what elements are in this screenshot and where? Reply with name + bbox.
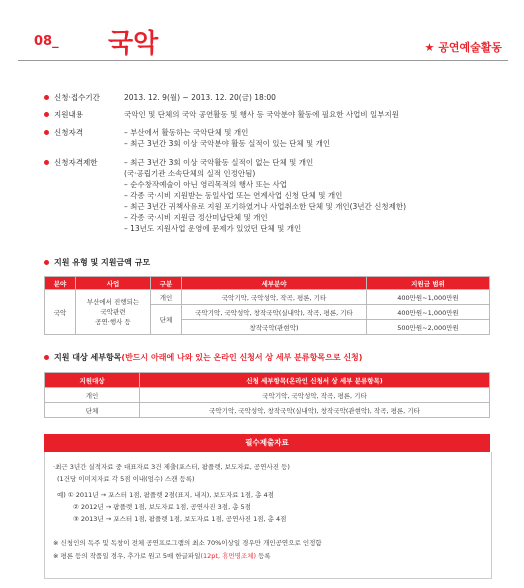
info-value: 국악인 및 단체의 국악 공연활동 및 행사 등 국악분야 활동에 필요한 사업비 일부지원: [124, 110, 399, 119]
type-cell: 개인: [151, 290, 182, 305]
bullet-icon: [44, 160, 49, 165]
info-value: – 최근 3년간 3회 이상 국악활동 실적이 없는 단체 및 개인 (국·공립기관 소속단체의 실적 인정안됨) – 순수창작예술이 아닌 영리목적의 행사 또는 사업 – 각종 국·시비 지원받는 동일사업 또는 연계사업 신청 단체 및 개인 – 최근 3년간 귀책사유로 지원 포기하였거나 사업취소한 단체 및 개인(3년간 신청제한) – 각종 국·시비 지원금 정산미납단체 및 개인 – 13년도 지원사업 운영에 문제가 있었던 단체 및 개인: [124, 158, 407, 233]
info-value: 2013. 12. 9(월) ~ 2013. 12. 20(금) 18:00: [124, 93, 276, 102]
required-line: (1건당 이미지자료 각 5점 이내(엄수) 스캔 등록): [57, 475, 195, 483]
target-cell: 단체: [45, 403, 140, 418]
info-label: 신청자격제한: [54, 158, 98, 167]
support-amount-table: 분야 사업 구분 세부분야 지원금 범위 국악 부산에서 진행되는 국악관련 공연·행사 등 개인 국악기악, 국악성악, 작곡, 평론, 기타 400만원~1,000만원 단체 국악기악, 국악성악, 창작국악(실내악), 작곡, 평론, 기타 400만원~1,000만원 창작국악(관현악) 500만원~2,000만원: [44, 276, 490, 335]
info-value: – 부산에서 활동하는 국악단체 및 개인 – 최근 3년간 3회 이상 국악분야 활동 실적이 있는 단체 및 개인: [124, 128, 331, 148]
info-label: 신청·접수기간: [54, 93, 100, 102]
detail-cell: 국악기악, 국악성악, 작곡, 평론, 기타: [182, 290, 367, 305]
header-divider: [18, 60, 508, 61]
info-label: 지원내용: [54, 110, 83, 119]
page-header: [18, 14, 508, 58]
example-line: 예) ① 2011년 → 포스터 1점, 팜플렛 2점(표지, 내지), 보도자료 1점, 총 4점: [57, 491, 274, 499]
items-cell: 국악기악, 국악성악, 창작국악(실내악), 창작국악(관현악), 작곡, 평론, 기타: [140, 403, 490, 418]
section-support-items: 지원 대상 세부항목(반드시 아래에 나와 있는 온라인 신청서 상 세부 분류항목으로 신청): [44, 352, 362, 363]
note-line: ※ 평론 등의 작품일 경우, 추가로 원고 5매 한글파일(12pt, 휴먼명조체) 등록: [53, 552, 271, 560]
business-cell: 부산에서 진행되는 국악관련 공연·행사 등: [76, 290, 151, 335]
range-cell: 500만원~2,000만원: [367, 320, 490, 335]
example-line: ② 2012년 → 팜플렛 1점, 보도자료 1점, 공연사진 3점, 총 5점: [73, 503, 251, 511]
bullet-icon: [44, 260, 49, 265]
type-cell: 단체: [151, 305, 182, 335]
bullet-icon: [44, 130, 49, 135]
range-cell: 400만원~1,000만원: [367, 305, 490, 320]
bullet-icon: [44, 355, 49, 360]
field-cell: 국악: [45, 290, 76, 335]
items-cell: 국악기악, 국악성악, 작곡, 평론, 기타: [140, 388, 490, 403]
detail-cell: 국악기악, 국악성악, 창작국악(실내악), 작곡, 평론, 기타: [182, 305, 367, 320]
bullet-icon: [44, 95, 49, 100]
target-cell: 개인: [45, 388, 140, 403]
page-title: 국악: [108, 29, 159, 59]
section-support-types: 지원 유형 및 지원금액 규모: [44, 257, 150, 268]
required-docs-box: [44, 452, 492, 579]
required-docs-header: 필수제출자료: [44, 434, 490, 452]
category-label: ★ 공연예술활동: [424, 41, 502, 54]
note-line: ※ 신청인의 독주 및 독창이 전체 공연프로그램의 최소 70%이상일 경우만 개인공연으로 인정함: [53, 539, 322, 547]
range-cell: 400만원~1,000만원: [367, 290, 490, 305]
detail-cell: 창작국악(관현악): [182, 320, 367, 335]
info-label: 신청자격: [54, 128, 83, 137]
bullet-icon: [44, 112, 49, 117]
support-items-table: 지원대상 신청 세부항목(온라인 신청서 상 세부 분류항목) 개인 국악기악, 국악성악, 작곡, 평론, 기타 단체 국악기악, 국악성악, 창작국악(실내악), 창작국악(관현악), 작곡, 평론, 기타: [44, 372, 490, 418]
section-number: 08_: [34, 34, 59, 49]
required-line: ·최근 3년간 실적자료 중 대표자료 3건 제출(포스터, 팜플렛, 보도자료, 공연사진 등): [53, 463, 290, 471]
example-line: ③ 2013년 → 포스터 1점, 팜플렛 1점, 보도자료 1점, 공연사진 1점, 총 4점: [73, 515, 287, 523]
